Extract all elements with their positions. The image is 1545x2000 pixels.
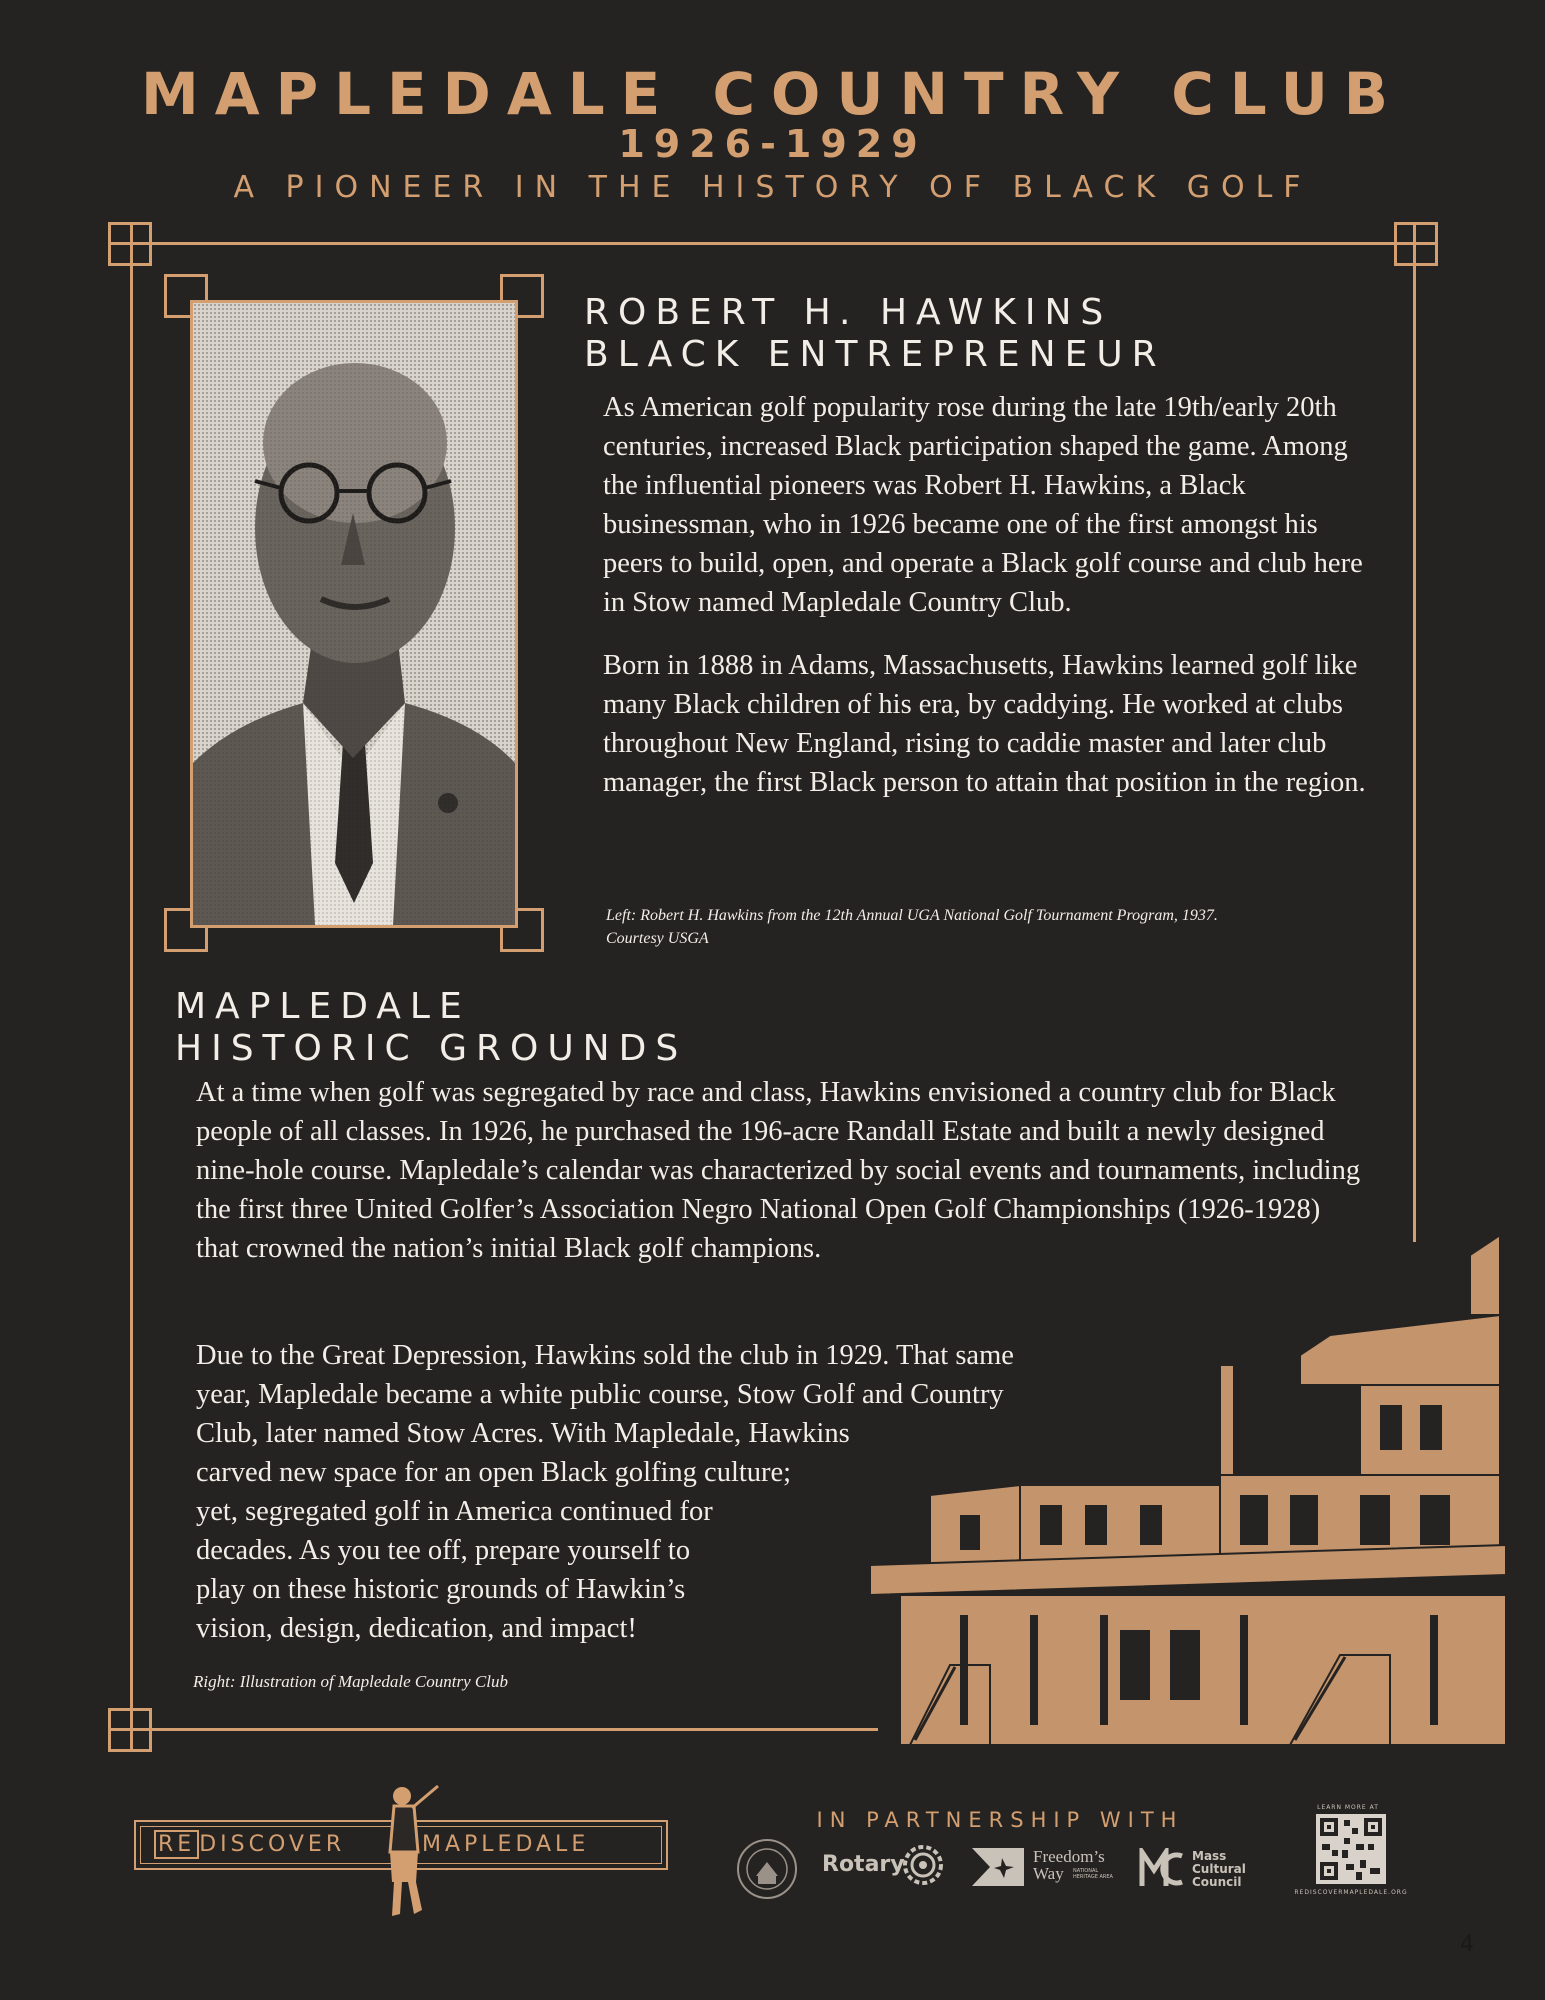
rotary-logo-text: Rotary — [822, 1852, 905, 1877]
section1-caption-line2: Courtesy USGA — [606, 930, 709, 947]
logo-mapledale: MAPLEDALE — [422, 1832, 590, 1857]
section1-heading-line1: ROBERT H. HAWKINS — [584, 292, 1113, 333]
section1-body — [603, 388, 1373, 826]
section2-p2-line: year, Mapledale became a white public course, Stow Golf and Country — [196, 1379, 1004, 1410]
section2-p2-line: Due to the Great Depression, Hawkins sold the club in 1929. That same — [196, 1340, 1014, 1371]
qr-code-icon[interactable] — [1316, 1814, 1386, 1884]
section1-caption-line1: Left: Robert H. Hawkins from the 12th Annual UGA National Golf Tournament Program, 1937. — [606, 907, 1218, 924]
portrait-photo — [190, 300, 518, 928]
section1-heading — [584, 292, 1166, 376]
section2-p2-line: vision, design, dedication, and impact! — [196, 1613, 637, 1644]
section1-caption — [606, 904, 1396, 950]
freedoms-way-icon — [972, 1848, 1024, 1886]
section2-heading-line1: MAPLEDALE — [175, 986, 471, 1027]
rotary-wheel-icon — [902, 1844, 944, 1886]
mcc-line2: Cultural — [1192, 1862, 1246, 1876]
section2-heading-line2: HISTORIC GROUNDS — [175, 1028, 688, 1069]
tagline: A PIONEER IN THE HISTORY OF BLACK GOLF — [233, 170, 1312, 205]
freedoms-line2: Way — [1033, 1864, 1064, 1883]
mcc-line1: Mass — [1192, 1849, 1227, 1863]
historical-society-seal-icon — [736, 1838, 798, 1900]
qr-url[interactable]: REDISCOVERMAPLEDALE.ORG — [1294, 1889, 1408, 1896]
section2-paragraph-1: At a time when golf was segregated by race and class, Hawkins envisioned a country club for Black people of all classes. In 1926, he purchased the 196-acre Randall Estate and built a newly designed nine-hole course. Mapledale’s calendar was characterized by social events and tournaments, including the first three United Golfer’s Association Negro National Open Golf Championships (1926-1928) that crowned the nation’s initial Black golf champions. — [196, 1077, 1361, 1264]
logo-re: RE — [154, 1830, 199, 1859]
freedoms-sub: NATIONAL HERITAGE AREA — [1073, 1868, 1113, 1880]
mcc-line3: Council — [1192, 1875, 1242, 1889]
section1-paragraph-1: As American golf popularity rose during the late 19th/early 20th centuries, increased Black participation shaped the game. Among the influential pioneers was Robert H. Hawkins, a Black businessman, who in 1926 became one of the first amongst his peers to build, open, and operate a Black golf course and club here in Stow named Mapledale Country Club. — [603, 392, 1363, 618]
section2-caption: Right: Illustration of Mapledale Country Club — [193, 1672, 508, 1691]
mass-cultural-council-logo — [1192, 1850, 1246, 1889]
section2-p2-line: decades. As you tee off, prepare yourself to — [196, 1535, 691, 1566]
qr-top-label: LEARN MORE AT — [1317, 1804, 1379, 1811]
clubhouse-illustration — [870, 1235, 1506, 1765]
freedoms-way-logo — [1033, 1847, 1113, 1883]
section2-p2-line: carved new space for an open Black golfing culture; — [196, 1457, 792, 1488]
section1-paragraph-2: Born in 1888 in Adams, Massachusetts, Hawkins learned golf like many Black children of his era, by caddying. He worked at clubs throughout New England, rising to caddie master and later club manager, the first Black person to attain that position in the region. — [603, 650, 1366, 798]
page-number: 4 — [1460, 1932, 1474, 1957]
mass-cultural-council-icon — [1138, 1848, 1184, 1888]
section2-p2-line: play on these historic grounds of Hawkin’s — [196, 1574, 686, 1605]
partnership-label: IN PARTNERSHIP WITH — [816, 1808, 1184, 1832]
section2-heading — [175, 986, 687, 1070]
section1-heading-line2: BLACK ENTREPRENEUR — [584, 334, 1166, 375]
section2-p2-line: Club, later named Stow Acres. With Mapledale, Hawkins — [196, 1418, 850, 1449]
page-title: MAPLEDALE COUNTRY CLUB — [140, 60, 1404, 128]
freedoms-line1: Freedom’s — [1033, 1847, 1105, 1866]
section2-p2-line: yet, segregated golf in America continued for — [196, 1496, 713, 1527]
years-subtitle: 1926-1929 — [618, 122, 927, 166]
logo-discover: DISCOVER — [199, 1832, 346, 1857]
golfer-icon — [372, 1782, 442, 1922]
